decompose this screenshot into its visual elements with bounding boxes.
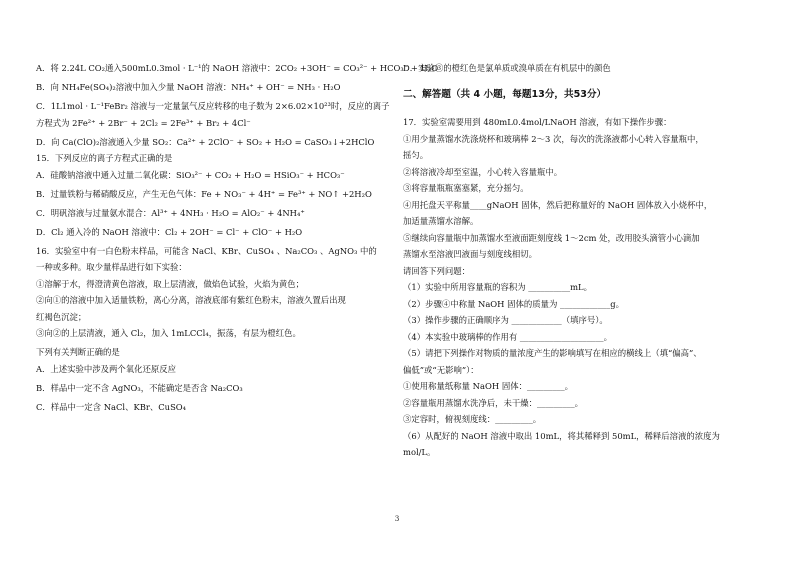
q16-option-d: D．实验③的橙红色是氯单质或溴单质在有机层中的颜色 (403, 63, 611, 73)
q14-option-b: B．向 NH₄Fe(SO₄)₂溶液中加入少量 NaOH 溶液：NH₄⁺ + OH⁻ = NH₃ · H₂O (36, 82, 341, 92)
q17-step-1-cont: 摇匀。 (403, 150, 429, 161)
q16-stem-line2: 一种或多种。取少量样品进行如下实验： (36, 262, 187, 272)
q16-stem-line1: 16．实验室中有一白色粉末样品，可能含 NaCl、KBr、CuSO₄ 、Na₂CO₃ 、AgNO₃ 中的 (36, 245, 377, 256)
q14-option-d: D．向 Ca(ClO)₂溶液通入少量 SO₂：Ca²⁺ + 2ClO⁻ + SO₂ + H₂O = CaSO₃↓+2HClO (36, 136, 375, 147)
q17-question-5: （5）请把下列操作对物质的量浓度产生的影响填写在相应的横线上（填“偏高”、 (403, 348, 702, 359)
q16-step-2: ②向①的溶液中加入适量铁粉，离心分离，溶液底部有紫红色粉末，溶液久置后出现 (36, 295, 346, 305)
q14-option-a: A．将 2.24L CO₂通入500mL0.3mol · L⁻¹的 NaOH 溶液中：2CO₂ +3OH⁻ = CO₃²⁻ + HCO₃⁻ + H₂O (36, 63, 439, 73)
q17-question-6-cont: mol/L。 (403, 447, 436, 458)
q17-q5-item-1: ①使用称量纸称量 NaOH 固体：_________。 (403, 381, 574, 392)
q14-option-c-cont: 方程式为 2Fe²⁺ + 2Br⁻ + 2Cl₂ = 2Fe³⁺ + Br₂ + 4Cl⁻ (36, 117, 251, 128)
q17-question-2: （2）步骤④中称量 NaOH 固体的质量为 ____________g。 (403, 298, 625, 309)
q15-option-c: C．明矾溶液与过量氨水混合：Al³⁺ + 4NH₃ · H₂O = AlO₂⁻ + 4NH₄⁺ (36, 207, 305, 218)
q15-option-b: B．过量铁粉与稀硝酸反应，产生无色气体：Fe + NO₃⁻ + 4H⁺ = Fe³⁺ + NO↑ +2H₂O (36, 188, 372, 199)
q17-question-6: （6）从配好的 NaOH 溶液中取出 10mL，将其稀释到 50mL，稀释后溶液的浓度为 (403, 430, 720, 441)
q17-intro: 17．实验室需要用到 480mL0.4mol/LNaOH 溶液，有如下操作步骤： (403, 117, 672, 128)
q16-ask: 下列有关判断正确的是 (36, 347, 120, 357)
q16-step-1: ①溶解于水，得澄清黄色溶液，取上层清液，做焰色试验，火焰为黄色； (36, 278, 304, 289)
q16-option-c: C．样品中一定含 NaCl、KBr、CuSO₄ (36, 401, 187, 412)
q17-step-4: ④用托盘天平称量____gNaOH 固体，然后把称量好的 NaOH 固体放入小烧杯中， (403, 199, 713, 210)
q15-option-a: A．硅酸钠溶液中通入过量二氧化碳：SiO₃²⁻ + CO₂ + H₂O = HSiO₃⁻ + HCO₃⁻ (36, 169, 345, 180)
q17-question-5-cont: 偏低”或“无影响”）： (403, 364, 479, 375)
q17-step-3: ③将容量瓶瓶塞塞紧，充分摇匀。 (403, 183, 529, 194)
right-column (403, 62, 761, 458)
q17-question-1: （1）实验中所用容量瓶的容积为 __________mL。 (403, 282, 592, 293)
q17-answer-intro: 请回答下列问题： (403, 265, 470, 276)
q16-option-a: A．上述实验中涉及两个氧化还原反应 (36, 363, 177, 374)
q17-step-5: ⑤继续向容量瓶中加蒸馏水至液面距刻度线 1～2cm 处，改用胶头滴管小心滴加 (403, 232, 700, 243)
q16-option-b: B．样品中一定不含 AgNO₃，不能确定是否含 Na₂CO₃ (36, 382, 243, 393)
q14-option-c: C．1L1mol · L⁻¹FeBr₂ 溶液与一定量氯气反应转移的电子数为 2×6.02×10²³时，反应的离子 (36, 101, 390, 111)
q17-step-5-cont: 蒸馏水至溶液凹液面与刻度线相切。 (403, 249, 537, 260)
q17-q5-item-2: ②容量瓶用蒸馏水洗净后，未干燥：_________。 (403, 397, 584, 408)
q16-step-3: ③向②的上层清液，通入 Cl₂，加入 1mLCCl₄，振荡，有层为橙红色。 (36, 328, 301, 338)
q15-stem: 15．下列反应的离子方程式正确的是 (36, 153, 173, 163)
section-title: 二、解答题（共 4 小题，每题13分，共53分） (403, 89, 607, 101)
q17-step-1: ①用少量蒸馏水洗涤烧杯和玻璃棒 2～3 次，每次的洗涤液都小心转入容量瓶中， (403, 133, 704, 144)
q17-step-2: ②将溶液冷却至室温，小心转入容量瓶中。 (403, 166, 563, 177)
q16-step-2-cont: 红褐色沉淀； (36, 311, 87, 322)
page-number: 3 (394, 514, 400, 523)
q17-question-4: （4）本实验中玻璃棒的作用有 ____________________。 (403, 331, 612, 342)
q17-question-3: （3）操作步骤的正确顺序为 ____________（填序号）。 (403, 315, 608, 326)
q15-option-d: D．Cl₂ 通入冷的 NaOH 溶液中：Cl₂ + 2OH⁻ = Cl⁻ + ClO⁻ + H₂O (36, 226, 303, 237)
q17-step-4-cont: 加适量蒸馏水溶解。 (403, 216, 479, 227)
q17-q5-item-3: ③定容时，俯视刻度线：_________。 (403, 414, 542, 425)
